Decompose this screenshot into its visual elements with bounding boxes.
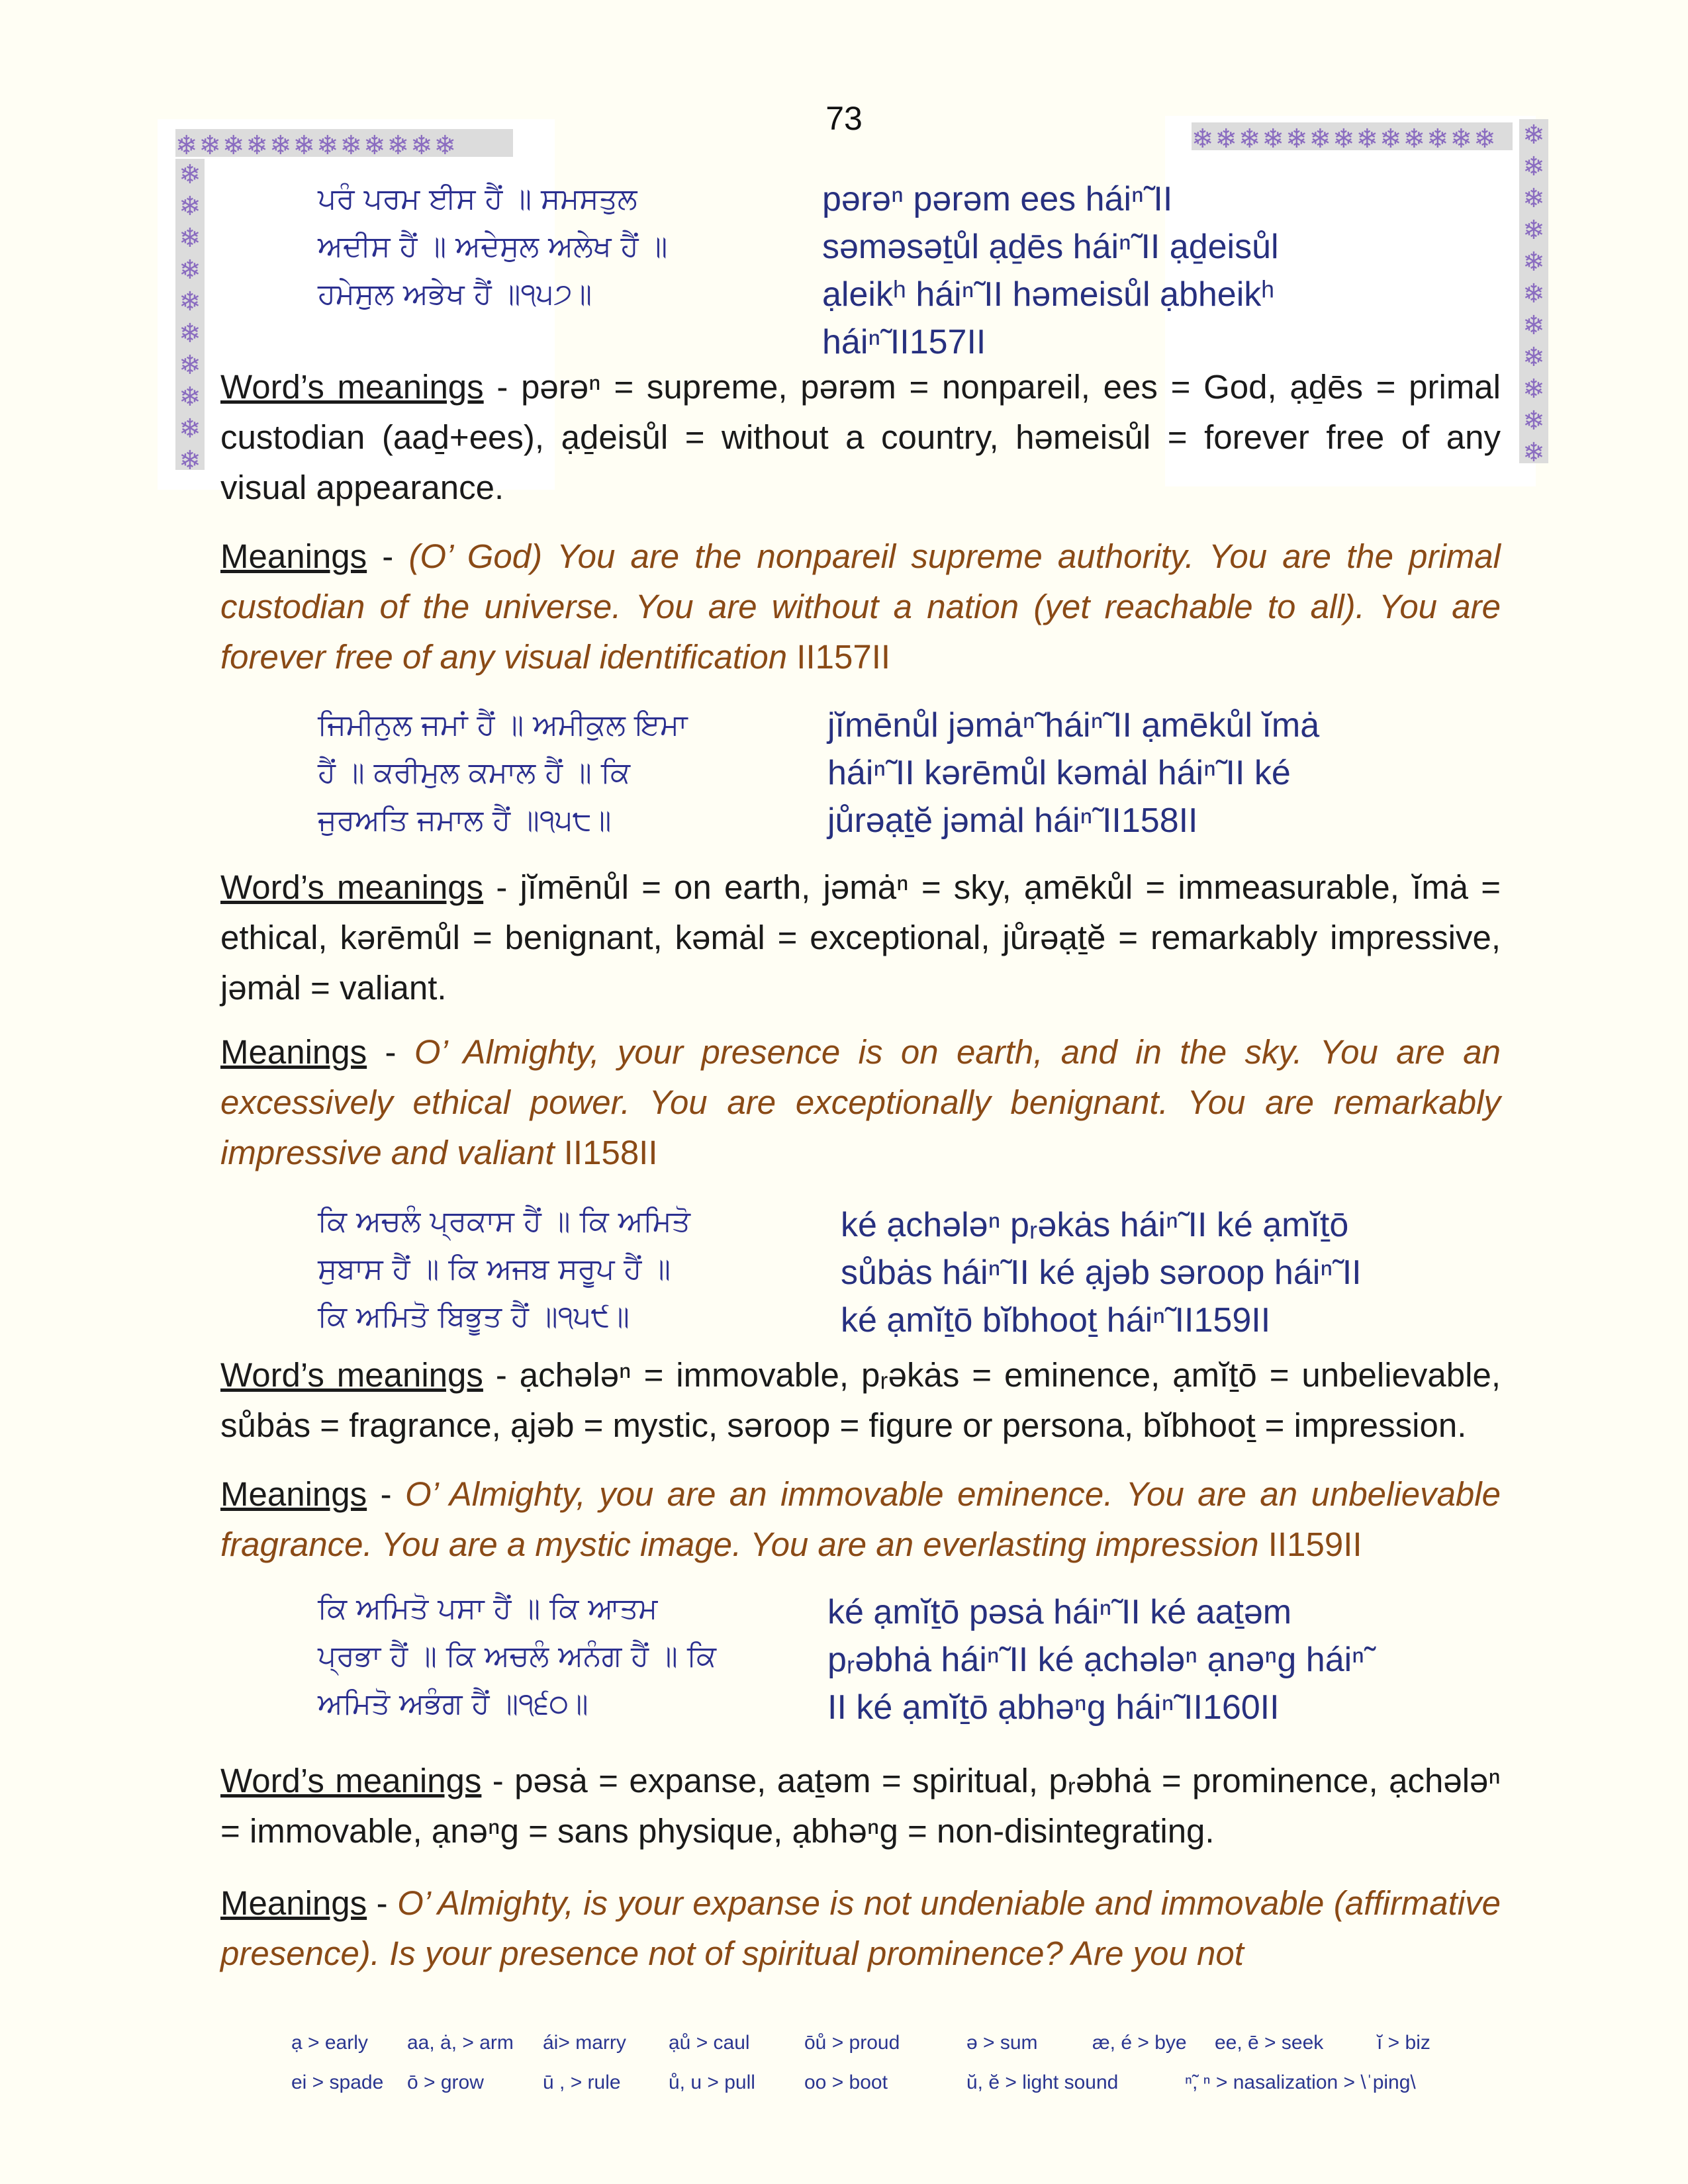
verse-number: II158II xyxy=(554,1134,658,1171)
flower-ornament-icon: ❄ xyxy=(1523,152,1545,182)
flower-ornament-icon: ❄ xyxy=(363,130,387,157)
key-item: ei > spade xyxy=(291,2071,384,2093)
flower-ornament-icon: ❄ xyxy=(179,223,201,253)
words-meanings-label: Word’s meanings xyxy=(220,1762,482,1799)
flower-ornament-icon: ❄ xyxy=(1286,124,1309,150)
verse-160-gurmukhi xyxy=(318,1585,716,1728)
verse-157-transliteration xyxy=(822,175,1279,366)
flower-ornament-icon: ❄ xyxy=(246,130,270,157)
translit-line: háiⁿ̃ II157II xyxy=(822,323,986,361)
translit-line: ạleikʰ háiⁿ̃ II həmeisůl ạbheikʰ xyxy=(822,275,1275,314)
words-meanings-text: ạchələⁿ = immovable, pᵣəkȧs = eminence, ạmĭṯō = unbelievable, sůbȧs = fragrance, ạjəb = mystic, səroop = figure or persona, bĭbhooṯ = impression. xyxy=(220,1356,1501,1444)
flower-ornament-icon: ❄ xyxy=(1523,374,1545,404)
flower-ornament-icon: ❄ xyxy=(1403,124,1427,150)
translit-line: háiⁿ̃ II kərēmůl kəmȧl háiⁿ̃ II ké xyxy=(827,754,1291,792)
translit-line: sůbȧs háiⁿ̃ II ké ạjəb səroop háiⁿ̃ II xyxy=(841,1253,1362,1292)
key-item: ái> marry xyxy=(543,2032,626,2054)
flower-ornament-icon: ❄ xyxy=(1523,437,1545,463)
key-item: ⁿ̃, ⁿ > nasalization > \ˈping\ xyxy=(1185,2071,1416,2093)
words-meanings-160: Word’s meanings - pəsȧ = expanse, aaṯəm = spiritual, pᵣəbhȧ = prominence, ạchələⁿ = immovable, ạnəⁿg = sans physique, ạbhəⁿg = non-disintegrating. xyxy=(220,1762,1501,1850)
words-meanings-157: Word’s meanings - pərəⁿ = supreme, pərəm = nonpareil, ees = God, ạḏēs = primal custodian (aaḏ+ees), ạḏeisůl = without a country, həmeisůl = forever free of any visual appearance. xyxy=(220,368,1501,506)
key-item: ů, u > pull xyxy=(669,2071,755,2093)
flower-ornament-icon: ❄ xyxy=(199,130,223,157)
flower-ornament-icon: ❄ xyxy=(1523,279,1545,309)
flower-ornament-icon: ❄ xyxy=(1427,124,1450,150)
verse-line: ਕਿ ਅਮਿਤੋ ਪਸਾ ਹੈਂ ॥ ਕਿ ਆਤਮ xyxy=(318,1592,658,1625)
translit-line: jĭmēnůl jəmȧⁿ̃ háiⁿ̃ II ạmēkůl ĭmȧ xyxy=(827,706,1320,745)
verse-line: ਪਰੰ ਪਰਮ ਈਸ ਹੈਂ ॥ ਸਮਸਤੁਲ xyxy=(318,182,637,216)
flower-ornament-icon: ❄ xyxy=(179,191,201,222)
translit-line: pᵣəbhȧ háiⁿ̃ II ké ạchələⁿ ạnəⁿg háiⁿ̃ xyxy=(827,1641,1365,1679)
meanings-text: (O’ God) You are the nonpareil supreme authority. You are the primal custodian of the universe. You are without a nation (yet reachable to all). You are forever free of any visual identification xyxy=(220,537,1501,676)
key-item: ŭ, ĕ > light sound xyxy=(966,2071,1119,2093)
key-item: ō > grow xyxy=(407,2071,484,2093)
verse-line: ਪ੍ਰਭਾ ਹੈਂ ॥ ਕਿ ਅਚਲੰ ਅਨੰਗ ਹੈਂ ॥ ਕਿ xyxy=(318,1639,717,1673)
border-right xyxy=(1519,119,1548,463)
key-item: ū , > rule xyxy=(543,2071,621,2093)
translit-line: pərəⁿ pərəm ees háiⁿ̃ II xyxy=(822,180,1173,218)
verse-number: II159II xyxy=(1258,1525,1362,1563)
verse-158-transliteration xyxy=(827,702,1319,844)
words-meanings-text: pəsȧ = expanse, aaṯəm = spiritual, pᵣəbhȧ = prominence, ạchələⁿ = immovable, ạnəⁿg = sans physique, ạbhəⁿg = non-disintegrating. xyxy=(220,1762,1501,1850)
verse-line: ਹੈਂ ॥ ਕਰੀਮੁਲ ਕਮਾਲ ਹੈਂ ॥ ਕਿ xyxy=(318,756,630,790)
verse-line: ਹਮੇਸੁਲ ਅਭੇਖ ਹੈਂ ॥੧੫੭॥ xyxy=(318,277,592,311)
verse-line: ਕਿ ਅਚਲੰ ਪ੍ਰਕਾਸ ਹੈਂ ॥ ਕਿ ਅਮਿਤੋ xyxy=(318,1205,690,1238)
flower-ornament-icon: ❄ xyxy=(434,130,458,157)
meanings-text: O’ Almighty, your presence is on earth, and in the sky. You are an excessively ethical power. You are exceptionally benignant. You are remarkably impressive and valiant xyxy=(220,1033,1501,1171)
flower-ornament-icon: ❄ xyxy=(316,130,340,157)
flower-ornament-icon: ❄ xyxy=(179,159,201,190)
flower-ornament-icon: ❄ xyxy=(1380,124,1403,150)
key-item: æ, é > bye xyxy=(1092,2032,1187,2054)
flower-ornament-icon: ❄ xyxy=(179,287,201,317)
border-left xyxy=(175,159,205,470)
flower-ornament-icon: ❄ xyxy=(1523,342,1545,373)
verse-line: ਸੁਬਾਸ ਹੈਂ ॥ ਕਿ ਅਜਬ ਸਰੂਪ ਹੈਂ ॥ xyxy=(318,1252,671,1286)
key-item: oo > boot xyxy=(804,2071,888,2093)
verse-line: ਅਦੀਸ ਹੈਂ ॥ ਅਦੇਸੁਲ ਅਲੇਖ ਹੈਂ ॥ xyxy=(318,230,668,263)
flower-ornament-icon: ❄ xyxy=(1523,406,1545,436)
flower-ornament-icon: ❄ xyxy=(293,130,317,157)
verse-159-gurmukhi xyxy=(318,1198,690,1341)
meanings-label: Meanings xyxy=(220,1884,367,1922)
key-item: ee, ē > seek xyxy=(1215,2032,1324,2054)
key-item: aa, ȧ, > arm xyxy=(407,2032,514,2054)
flower-ornament-icon: ❄ xyxy=(222,130,246,157)
flower-ornament-icon: ❄ xyxy=(179,445,201,470)
verse-line: ਅਮਿਤੋ ਅਭੰਗ ਹੈਂ ॥੧੬੦॥ xyxy=(318,1687,588,1721)
verse-number: II157II xyxy=(787,638,891,676)
words-meanings-text: jĭmēnůl = on earth, jəmȧⁿ = sky, ạmēkůl = immeasurable, ĭmȧ = ethical, kərēmůl = benignant, kəmȧl = exceptional, jůrəạṯĕ = remarkably impressive, jəmȧl = valiant. xyxy=(220,868,1501,1007)
key-item: ĭ > biz xyxy=(1377,2032,1430,2054)
flower-ornament-icon: ❄ xyxy=(1523,310,1545,341)
flower-ornament-icon: ❄ xyxy=(1523,120,1545,150)
words-meanings-label: Word’s meanings xyxy=(220,1356,483,1394)
flower-ornament-icon: ❄ xyxy=(179,255,201,285)
meanings-157: Meanings - (O’ God) You are the nonpareil supreme authority. You are the primal custodian of the universe. You are without a nation (yet reachable to all). You are forever free of any visual identification II157II xyxy=(220,537,1501,676)
flower-ornament-icon: ❄ xyxy=(1523,215,1545,246)
translit-line: ké ạmĭṯō bĭbhooṯ háiⁿ̃ II159II xyxy=(841,1301,1271,1340)
flower-ornament-icon: ❄ xyxy=(179,350,201,381)
key-item: ōů > proud xyxy=(804,2032,900,2054)
flower-ornament-icon: ❄ xyxy=(1333,124,1356,150)
flower-ornament-icon: ❄ xyxy=(410,130,434,157)
flower-ornament-icon: ❄ xyxy=(387,130,411,157)
verse-line: ਜੁਰਅਤਿ ਜਮਾਲ ਹੈਂ ॥੧੫੮॥ xyxy=(318,803,612,837)
translit-line: ké ạchələⁿ pᵣəkȧs háiⁿ̃ II ké ạmĭṯō xyxy=(841,1206,1349,1244)
words-meanings-text: pərəⁿ = supreme, pərəm = nonpareil, ees = God, ạḏēs = primal custodian (aaḏ+ees), ạḏeisůl = without a country, həmeisůl = forever free of any visual appearance. xyxy=(220,368,1501,506)
flower-ornament-icon: ❄ xyxy=(179,414,201,444)
flower-ornament-icon: ❄ xyxy=(1309,124,1333,150)
meanings-158: Meanings - O’ Almighty, your presence is on earth, and in the sky. You are an excessively ethical power. You are exceptionally benignant. You are remarkably impressive and valiant II158II xyxy=(220,1033,1501,1171)
words-meanings-label: Word’s meanings xyxy=(220,368,484,406)
translit-line: II ké ạmĭṯō ạbhəⁿg háiⁿ̃ II160II xyxy=(827,1688,1280,1727)
flower-ornament-icon: ❄ xyxy=(179,318,201,349)
flower-ornament-icon: ❄ xyxy=(1192,124,1215,150)
meanings-160: Meanings - O’ Almighty, is your expanse is not undeniable and immovable (affirmative presence). Is your presence not of spiritual prominence? Are you not xyxy=(220,1884,1501,1972)
flower-ornament-icon: ❄ xyxy=(1239,124,1262,150)
translit-line: səməsəṯůl ạḏēs háiⁿ̃ II ạḏeisůl xyxy=(822,228,1279,266)
verse-158-gurmukhi xyxy=(318,702,688,844)
flower-ornament-icon: ❄ xyxy=(1215,124,1239,150)
key-item: ə > sum xyxy=(966,2032,1038,2054)
flower-ornament-icon: ❄ xyxy=(340,130,364,157)
key-item: ạ > early xyxy=(291,2032,368,2054)
border-top-left xyxy=(175,129,513,157)
words-meanings-158: Word’s meanings - jĭmēnůl = on earth, jəmȧⁿ = sky, ạmēkůl = immeasurable, ĭmȧ = ethical, kərēmůl = benignant, kəmȧl = exceptional, jůrəạṯĕ = remarkably impressive, jəmȧl = valiant. xyxy=(220,868,1501,1007)
verse-159-transliteration xyxy=(841,1201,1362,1344)
flower-ornament-icon: ❄ xyxy=(269,130,293,157)
border-top-right xyxy=(1192,122,1513,150)
words-meanings-label: Word’s meanings xyxy=(220,868,484,906)
page-number: 73 xyxy=(825,100,863,137)
flower-ornament-icon: ❄ xyxy=(1474,124,1497,150)
verse-157-gurmukhi xyxy=(318,175,667,318)
flower-ornament-icon: ❄ xyxy=(1523,247,1545,277)
translit-line: ké ạmĭṯō pəsȧ háiⁿ̃ II ké aaṯəm xyxy=(827,1593,1292,1631)
meanings-label: Meanings xyxy=(220,1033,367,1071)
flower-ornament-icon: ❄ xyxy=(1450,124,1474,150)
flower-ornament-icon: ❄ xyxy=(179,382,201,412)
verse-160-transliteration xyxy=(827,1588,1364,1731)
meanings-label: Meanings xyxy=(220,537,367,575)
meanings-text: O’ Almighty, is your expanse is not undeniable and immovable (affirmative presence). Is your presence not of spiritual prominence? Are you not xyxy=(220,1884,1501,1972)
flower-ornament-icon: ❄ xyxy=(1523,183,1545,214)
key-item: ạů > caul xyxy=(669,2032,750,2054)
meanings-label: Meanings xyxy=(220,1475,367,1513)
meanings-159: Meanings - O’ Almighty, you are an immovable eminence. You are an unbelievable fragrance. You are a mystic image. You are an everlasting impression II159II xyxy=(220,1475,1501,1563)
flower-ornament-icon: ❄ xyxy=(1262,124,1286,150)
verse-line: ਕਿ ਅਮਿਤੋ ਬਿਭੂਤ ਹੈਂ ॥੧੫੯॥ xyxy=(318,1300,630,1334)
flower-ornament-icon: ❄ xyxy=(175,130,199,157)
translit-line: jůrəạṯĕ jəmȧl háiⁿ̃ II158II xyxy=(827,801,1198,840)
flower-ornament-icon: ❄ xyxy=(1356,124,1380,150)
words-meanings-159: Word’s meanings - ạchələⁿ = immovable, pᵣəkȧs = eminence, ạmĭṯō = unbelievable, sůbȧs = fragrance, ạjəb = mystic, səroop = figure or persona, bĭbhooṯ = impression. xyxy=(220,1356,1501,1444)
meanings-text: O’ Almighty, you are an immovable eminence. You are an unbelievable fragrance. You are a mystic image. You are an everlasting impression xyxy=(220,1475,1501,1563)
verse-line: ਜਿਮੀਨੁਲ ਜਮਾਂ ਹੈਂ ॥ ਅਮੀਕੁਲ ਇਮਾ xyxy=(318,708,688,742)
